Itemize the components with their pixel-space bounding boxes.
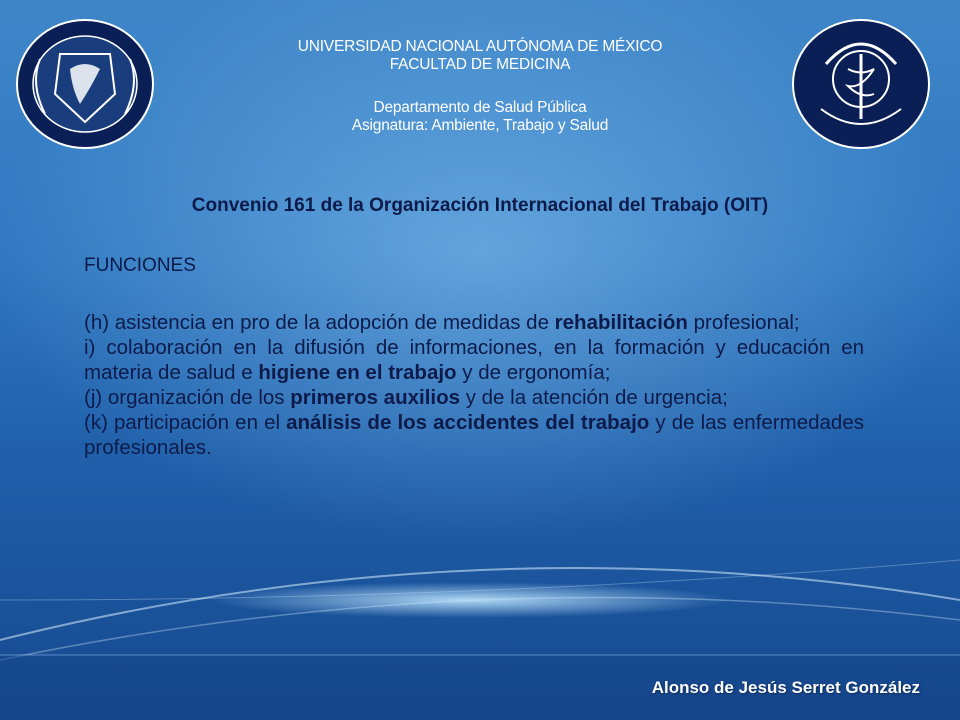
emphasis: análisis de los accidentes del trabajo (286, 411, 650, 434)
functions-list (84, 310, 864, 460)
emphasis: rehabilitación (554, 311, 688, 334)
author-footer: Alonso de Jesús Serret González (651, 678, 920, 697)
emphasis: higiene en el trabajo (258, 361, 457, 384)
list-item: i) colaboración en la difusión de informaciones, en la formación y educación en materia de salud e higiene en el trabajo y de ergonomía; (84, 336, 864, 384)
list-item: (h) asistencia en pro de la adopción de medidas de rehabilitación profesional; (84, 311, 800, 334)
university-name: UNIVERSIDAD NACIONAL AUTÓNOMA DE MÉXICO (297, 38, 663, 55)
list-item: (k) participación en el análisis de los accidentes del trabajo y de las enfermedades profesionales. (84, 411, 864, 459)
course-name: Asignatura: Ambiente, Trabajo y Salud (351, 117, 609, 134)
emphasis: primeros auxilios (290, 386, 461, 409)
faculty-name: FACULTAD DE MEDICINA (389, 56, 571, 73)
section-heading: FUNCIONES (84, 255, 196, 276)
unam-seal-right-icon (786, 14, 936, 154)
unam-seal-left-icon (10, 14, 160, 154)
slide-title: Convenio 161 de la Organización Internacional del Trabajo (OIT) (191, 195, 769, 216)
list-item: (j) organización de los primeros auxilios y de la atención de urgencia; (84, 386, 728, 409)
department-name: Departamento de Salud Pública (373, 99, 587, 116)
